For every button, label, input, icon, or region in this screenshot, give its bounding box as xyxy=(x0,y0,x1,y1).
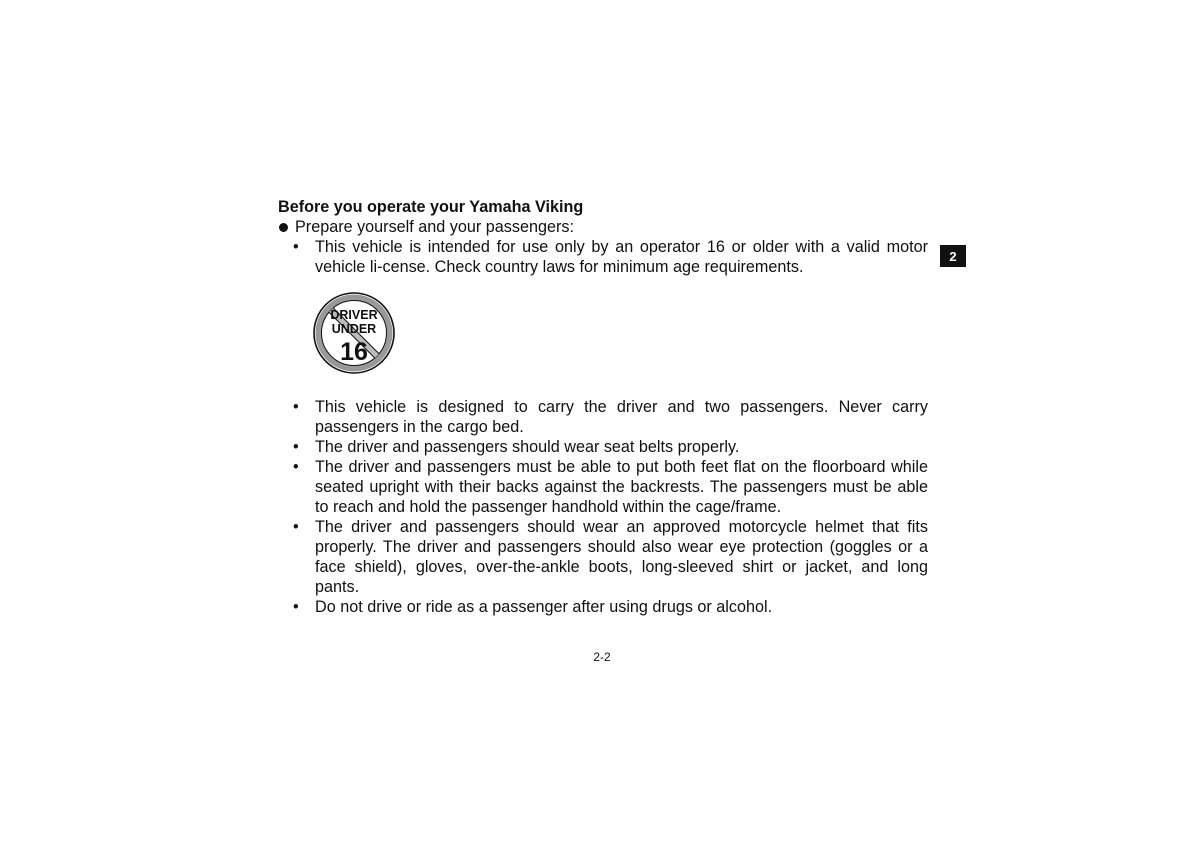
bullet-icon: • xyxy=(293,238,299,256)
section-heading: Before you operate your Yamaha Viking xyxy=(278,198,584,216)
list-item xyxy=(278,517,928,597)
chapter-tab: 2 xyxy=(940,245,966,267)
intro-item xyxy=(278,217,928,237)
sign-line2: UNDER xyxy=(331,322,377,336)
list-item xyxy=(278,457,928,517)
list-item xyxy=(278,237,928,277)
no-driver-under-16-icon xyxy=(312,291,396,375)
list-item xyxy=(278,437,928,457)
list-item-text: This vehicle is designed to carry the driver and two passengers. Never carry passengers in the cargo bed. xyxy=(315,398,928,436)
list-item-text: Do not drive or ride as a passenger after using drugs or alcohol. xyxy=(315,598,773,616)
bullet-icon: • xyxy=(293,598,299,616)
list-item-text: The driver and passengers must be able to put both feet flat on the floorboard while seated upright with their backs against the backrests. The passengers must be able to reach and hold the passenger handhold within the cage/frame. xyxy=(315,458,928,516)
list-item-text: This vehicle is intended for use only by an operator 16 or older with a valid motor vehicle li-cense. Check country laws for minimum age requirements. xyxy=(315,238,928,276)
page-number: 2-2 xyxy=(593,650,611,664)
sign-line3: 16 xyxy=(340,338,368,366)
bullet-icon: • xyxy=(293,438,299,456)
list-item xyxy=(278,597,928,617)
bullet-icon: • xyxy=(293,398,299,416)
age-warning-figure xyxy=(278,277,928,397)
intro-text: Prepare yourself and your passengers: xyxy=(295,218,574,236)
bullet-icon: • xyxy=(293,458,299,476)
sign-line1: DRIVER xyxy=(330,308,378,322)
list-item-text: The driver and passengers should wear seat belts properly. xyxy=(315,438,740,456)
bullet-dot-icon xyxy=(279,223,288,232)
list-item xyxy=(278,397,928,437)
list-item-text: The driver and passengers should wear an approved motorcycle helmet that fits properly. The driver and passengers should also wear eye protection (goggles or a face shield), gloves, over-the-ankle boots, long-sleeved shirt or jacket, and long pants. xyxy=(315,518,928,596)
page-content xyxy=(278,197,928,617)
bullet-icon: • xyxy=(293,518,299,536)
